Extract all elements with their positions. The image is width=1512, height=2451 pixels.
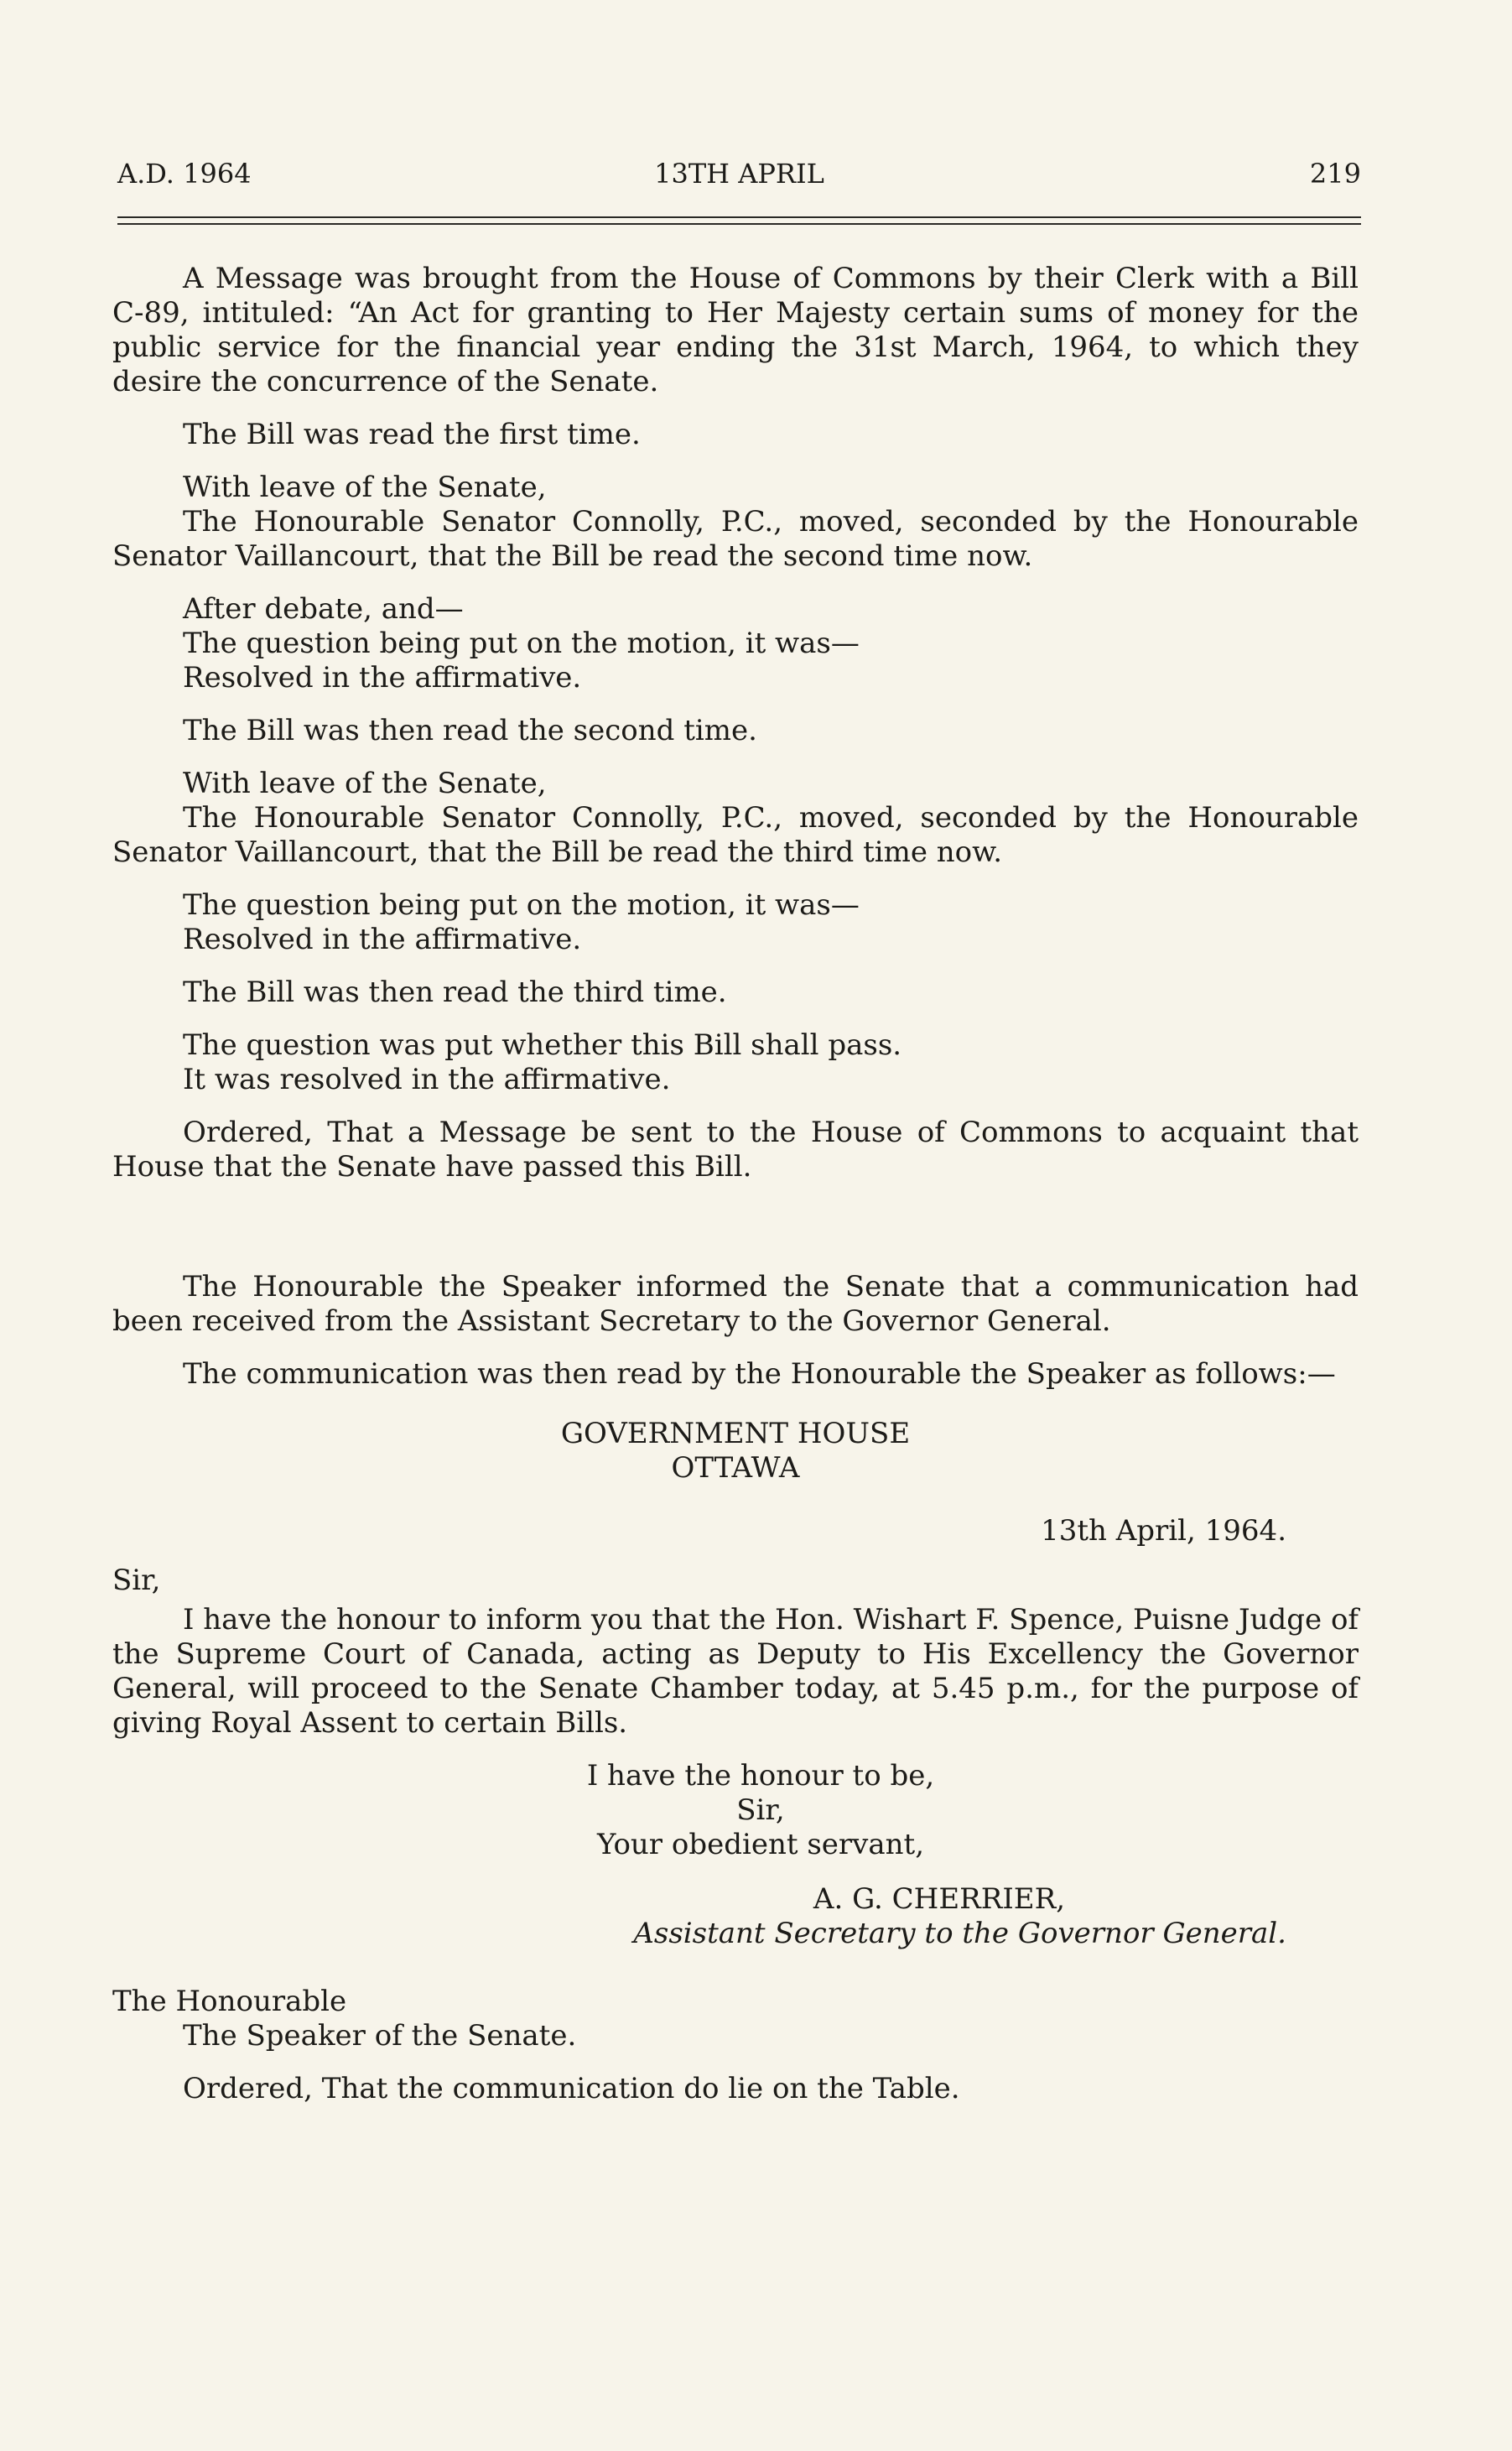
pass-block	[112, 1028, 1359, 1097]
running-head	[117, 158, 1361, 200]
third-reading-paragraph: The Bill was then read the third time.	[183, 976, 727, 1009]
letter-closing-3: Your obedient servant,	[596, 1828, 925, 1861]
order-message-paragraph: Ordered, That a Message be sent to the House of Commons to acquaint that House that the Senate have passed this Bill.	[112, 1116, 1359, 1184]
speaker-informed-paragraph: The Honourable the Speaker informed the Senate that a communication had been received from the Assistant Secretary to the Governor General.	[112, 1270, 1359, 1338]
header-rule-bottom	[117, 223, 1361, 225]
journal-body	[112, 262, 1359, 2125]
letter-signature: A. G. CHERRIER,	[813, 1882, 1065, 1916]
question-line: The question being put on the motion, it was—	[183, 627, 860, 660]
letter-date: 13th April, 1964.	[1041, 1514, 1286, 1548]
header-rule-top	[117, 216, 1361, 218]
letter-closing-2: Sir,	[736, 1793, 785, 1827]
first-reading-paragraph: The Bill was read the first time.	[183, 418, 641, 451]
pass-question-line: The question was put whether this Bill shall pass.	[183, 1028, 902, 1062]
resolved-line: Resolved in the affirmative.	[183, 661, 582, 695]
header-date: 13TH APRIL	[654, 158, 824, 190]
pass-resolved-line: It was resolved in the affirmative.	[183, 1063, 671, 1096]
letter-heading-1: GOVERNMENT HOUSE	[560, 1417, 911, 1450]
letter-signature-title: Assistant Secretary to the Governor General.	[633, 1917, 1286, 1950]
communication-read-paragraph: The communication was then read by the Honourable the Speaker as follows:—	[183, 1357, 1336, 1391]
question-line: The question being put on the motion, it was—	[183, 888, 860, 922]
second-reading-paragraph: The Bill was then read the second time.	[183, 714, 757, 747]
third-question-block	[112, 888, 1359, 957]
addressee-line-2: The Speaker of the Senate.	[183, 2019, 577, 2053]
page-number: 219	[1309, 158, 1361, 190]
debate-line: After debate, and—	[183, 592, 464, 626]
addressee-line-1: The Honourable	[112, 1985, 347, 2018]
letter-salutation: Sir,	[112, 1564, 161, 1597]
letter-closing-1: I have the honour to be,	[586, 1759, 935, 1793]
leave-line: With leave of the Senate,	[183, 471, 547, 504]
section-gap	[112, 1203, 1359, 1270]
leave-line: With leave of the Senate,	[183, 767, 547, 800]
message-paragraph: A Message was brought from the House of Commons by their Clerk with a Bill C-89, intituled: “An Act for granting to Her Majesty certain sums of money for the public service for the financial year ending the 31st March, 1964, to which they desire the concurrence of the Senate.	[112, 262, 1359, 398]
debate-block	[112, 592, 1359, 695]
final-order-paragraph: Ordered, That the communication do lie on the Table.	[183, 2072, 960, 2105]
letter-heading-2: OTTAWA	[671, 1451, 800, 1485]
resolved-line: Resolved in the affirmative.	[183, 923, 582, 956]
header-year: A.D. 1964	[117, 158, 252, 190]
second-reading-motion	[112, 471, 1359, 574]
motion-third-reading: The Honourable Senator Connolly, P.C., moved, seconded by the Honourable Senator Vaillancourt, that the Bill be read the third time now.	[112, 801, 1359, 869]
motion-second-reading: The Honourable Senator Connolly, P.C., moved, seconded by the Honourable Senator Vaillancourt, that the Bill be read the second time now.	[112, 505, 1359, 573]
third-reading-motion	[112, 767, 1359, 870]
letter-body: I have the honour to inform you that the Hon. Wishart F. Spence, Puisne Judge of the Supreme Court of Canada, acting as Deputy to His Excellency the Governor General, will proceed to the Senate Chamber today, at 5.45 p.m., for the purpose of giving Royal Assent to certain Bills.	[112, 1603, 1359, 1740]
